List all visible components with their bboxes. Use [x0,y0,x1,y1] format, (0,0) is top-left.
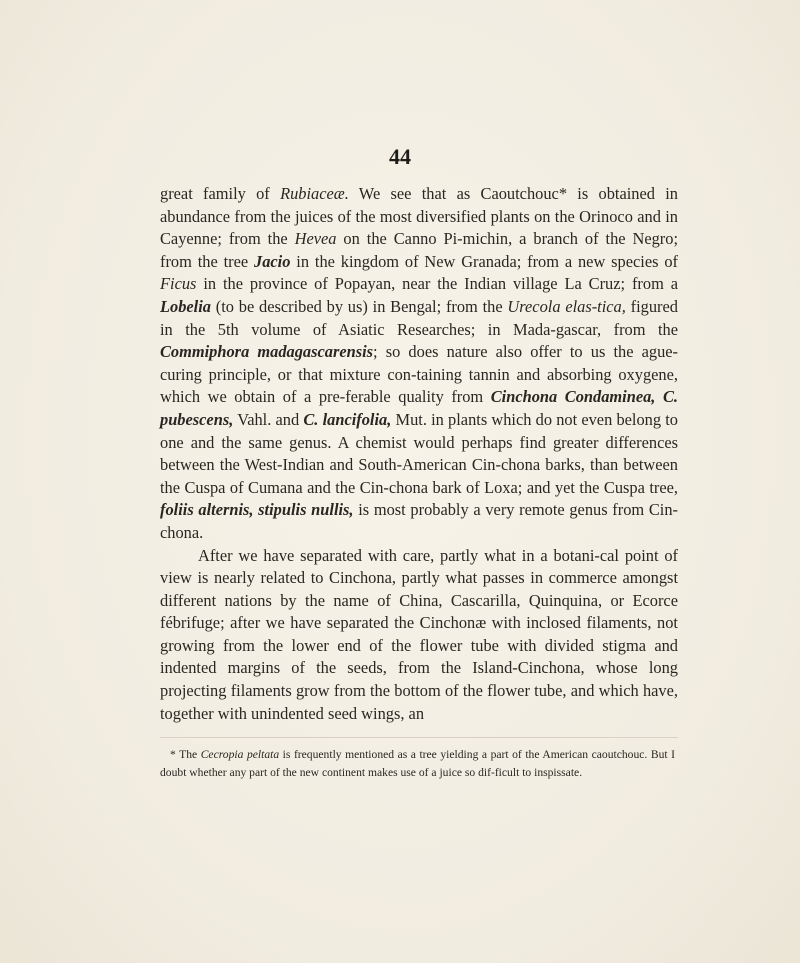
italic-run: Rubiaceæ. [280,184,349,203]
italic-run: Hevea [294,229,337,249]
italic-run: foliis alternis, stipulis nullis, [160,500,354,520]
italic-run: Cinchona Condaminea, C. pubescens, [160,387,678,429]
italic-run: Urecola elas-tica, [507,296,626,316]
text-run: is frequently mentioned as a tree yielding a part of the American caoutchouc. But I doubt whether any part of the new continent makes use of a juice so dif-ficult to inspissate. [160,748,675,779]
paragraph-1 [160,183,678,545]
italic-run: Lobelia [160,296,211,316]
italic-run: C. lancifolia, [303,409,392,429]
text-run: (to be described by us) in Bengal; from the [210,296,508,316]
text-run: in the kingdom of New Granada; from a new species of [290,251,678,271]
footnote-divider [160,737,678,738]
italic-run: Ficus [160,274,197,294]
italic-run: Jacio [254,251,291,271]
text-run: Mut. in plants which do not even belong to one and the same genus. A chemist would perhaps find greater differences between the West-Indian and South-American Cin-chona barks, than between the Cuspa of Cumana and the Cin-chona bark of Loxa; and yet the Cuspa tree, [160,409,678,497]
text-run: ; so does nature also offer to us the ague-curing principle, or that mixture con-taining tannin and absorbing oxygene, which we obtain of a pre-ferable quality from [160,342,679,407]
page-number: 44 [389,144,411,169]
text-run: is most probably a very remote genus from Cin-chona. [160,500,678,542]
text-run: We see that as Caoutchouc* is obtained in abundance from the juices of the most diversified plants on the Orinoco and in Cayenne; from the [160,184,678,249]
italic-run: Commiphora madagascarensis [160,342,374,362]
main-text [160,183,678,725]
text-run: Vahl. and [233,409,304,429]
text-run: in the province of Popayan, near the Indian village La Cruz; from a [196,274,678,294]
text-run: figured in the 5th volume of Asiatic Researches; in Mada-gascar, from the [160,296,678,339]
footnote [160,746,675,781]
text-run: on the Canno Pi-michin, a branch of the Negro; from the tree [160,229,678,271]
paragraph-2: After we have separated with care, partly what in a botani-cal point of view is nearly related to Cinchona, partly what passes in commerce amongst different nations by the name of China, Cascarilla, Quinquina, or Ecorce fébrifuge; after we have separated the Cinchonæ with inclosed filaments, not growing from the lower end of the flower tube with divided stigma and indented margins of the seeds, from the Island-Cinchona, whose long projecting filaments grow from the bottom of the flower tube, and which have, together with unindented seed wings, an [160,545,678,723]
italic-run: Cecropia peltata [200,748,280,761]
text-run: great family of [160,184,281,203]
text-run: * The [170,748,201,761]
